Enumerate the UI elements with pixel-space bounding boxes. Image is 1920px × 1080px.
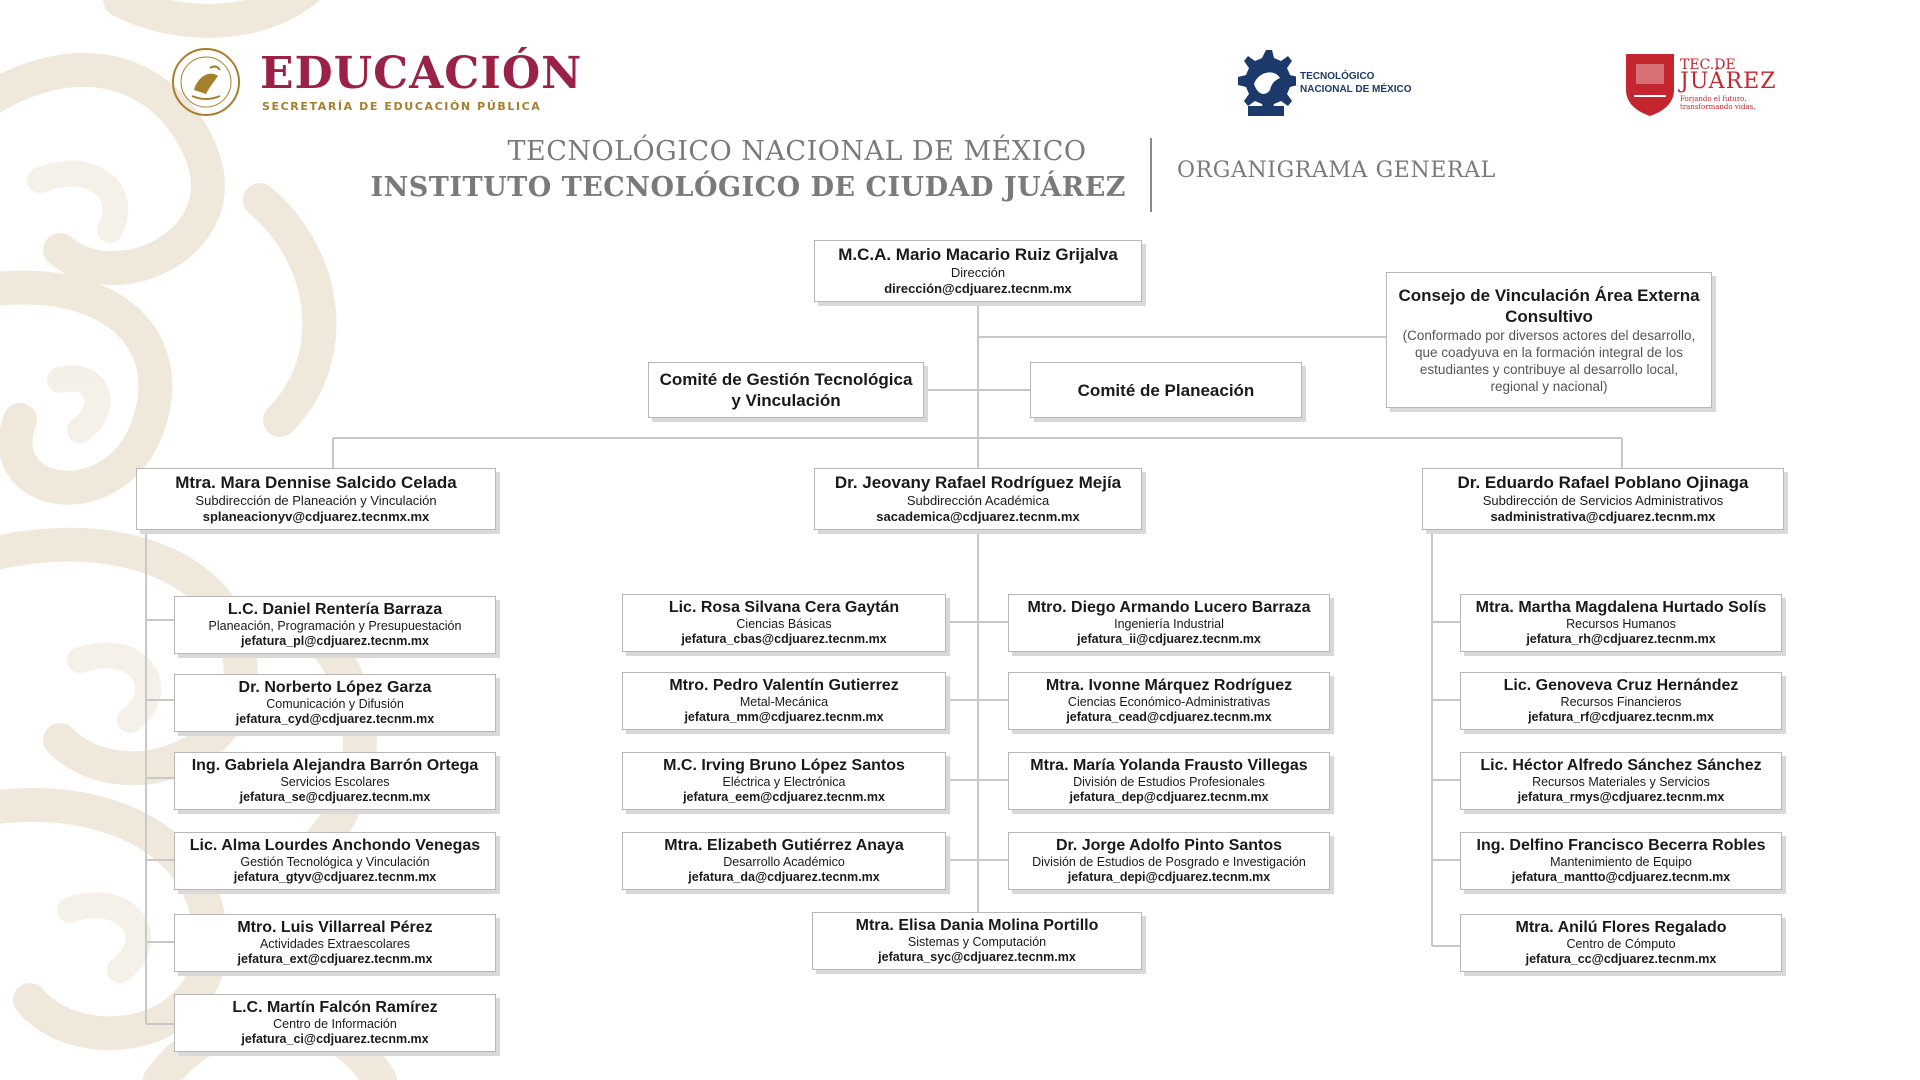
person-email: sadministrativa@cdjuarez.tecnm.mx [1490, 509, 1716, 524]
department-box [174, 752, 496, 810]
person-name: Mtra. Elizabeth Gutiérrez Anaya [664, 837, 904, 854]
person-email: jefatura_ci@cdjuarez.tecnm.mx [241, 1032, 429, 1046]
department-box [622, 672, 946, 730]
committee-name: Comité de Gestión Tecnológica y Vinculación [659, 370, 913, 410]
department-box [1460, 832, 1782, 890]
person-name: Ing. Delfino Francisco Becerra Robles [1476, 837, 1766, 854]
person-email: jefatura_ext@cdjuarez.tecnm.mx [237, 952, 433, 966]
person-email: jefatura_rf@cdjuarez.tecnm.mx [1528, 710, 1714, 724]
department-box [174, 596, 496, 654]
department-box [622, 594, 946, 652]
person-role: Centro de Información [273, 1017, 397, 1031]
department-box [1460, 914, 1782, 972]
title-divider [1150, 138, 1152, 212]
person-name: Mtra. Martha Magdalena Hurtado Solís [1475, 599, 1767, 616]
subdireccion-administrativa-box [1422, 468, 1784, 530]
person-name: Ing. Gabriela Alejandra Barrón Ortega [191, 757, 479, 774]
person-role: Sistemas y Computación [907, 935, 1047, 949]
person-role: Centro de Cómputo [1566, 937, 1676, 951]
department-box [174, 674, 496, 732]
committee-planeacion-box [1030, 362, 1302, 418]
person-email: jefatura_rmys@cdjuarez.tecnm.mx [1517, 790, 1725, 804]
person-role: Planeación, Programación y Presupuestación [208, 619, 462, 633]
committee-name: Comité de Planeación [1077, 380, 1255, 400]
person-name: M.C. Irving Bruno López Santos [663, 757, 905, 774]
person-name: Mtra. Elisa Dania Molina Portillo [855, 917, 1099, 934]
itcj-wordmark-main: JUÁREZ [1680, 69, 1777, 94]
department-box [1460, 594, 1782, 652]
page-title [300, 134, 1126, 206]
department-box [1008, 672, 1330, 730]
person-email: splaneacionyv@cdjuarez.tecnmx.mx [202, 509, 430, 524]
tecnm-wordmark: TECNOLÓGICO NACIONAL DE MÉXICO [1300, 71, 1412, 95]
person-role: Dirección [950, 265, 1006, 280]
person-email: jefatura_gtyv@cdjuarez.tecnm.mx [233, 870, 437, 884]
itcj-logo [1622, 50, 1777, 118]
person-name: Dr. Eduardo Rafael Poblano Ojinaga [1457, 473, 1749, 492]
person-name: L.C. Daniel Rentería Barraza [227, 601, 443, 618]
director-box [814, 240, 1142, 302]
person-role: Eléctrica y Electrónica [722, 775, 846, 789]
person-role: Ciencias Básicas [736, 617, 832, 631]
department-box [1008, 594, 1330, 652]
person-role: Desarrollo Académico [723, 855, 845, 869]
person-role: Mantenimiento de Equipo [1550, 855, 1692, 869]
department-box [812, 912, 1142, 970]
person-role: Comunicación y Difusión [266, 697, 404, 711]
person-email: jefatura_ii@cdjuarez.tecnm.mx [1077, 632, 1261, 646]
subdireccion-planeacion-box [136, 468, 496, 530]
person-name: Mtra. Mara Dennise Salcido Celada [175, 473, 457, 492]
person-role: Recursos Materiales y Servicios [1532, 775, 1710, 789]
person-email: jefatura_cbas@cdjuarez.tecnm.mx [681, 632, 887, 646]
person-email: jefatura_cead@cdjuarez.tecnm.mx [1066, 710, 1272, 724]
department-box [1460, 672, 1782, 730]
committee-gestion-box [648, 362, 924, 418]
person-role: Gestión Tecnológica y Vinculación [240, 855, 430, 869]
department-box [174, 832, 496, 890]
person-name: Mtra. Ivonne Márquez Rodríguez [1045, 677, 1293, 694]
person-role: Subdirección de Servicios Administrativos [1482, 493, 1724, 508]
subdireccion-academica-box [814, 468, 1142, 530]
person-role: Subdirección Académica [906, 493, 1050, 508]
consejo-name: Consejo de Vinculación Área Externa Consultivo [1398, 286, 1700, 326]
person-email: jefatura_depi@cdjuarez.tecnm.mx [1067, 870, 1271, 884]
person-email: dirección@cdjuarez.tecnm.mx [884, 281, 1072, 296]
person-name: Lic. Héctor Alfredo Sánchez Sánchez [1480, 757, 1762, 774]
consejo-box [1386, 272, 1712, 408]
person-email: jefatura_da@cdjuarez.tecnm.mx [688, 870, 880, 884]
title-itcj: INSTITUTO TECNOLÓGICO DE CIUDAD JUÁREZ [370, 172, 1126, 203]
person-role: Subdirección de Planeación y Vinculación [195, 493, 437, 508]
sep-wordmark: EDUCACIÓN [260, 48, 583, 99]
person-email: jefatura_syc@cdjuarez.tecnm.mx [878, 950, 1076, 964]
itcj-tagline: Forjando el futuro, transformando vidas. [1680, 95, 1756, 111]
person-name: Mtro. Pedro Valentín Gutierrez [669, 677, 899, 694]
itcj-shield-icon [1622, 50, 1678, 118]
person-name: Lic. Rosa Silvana Cera Gaytán [668, 599, 900, 616]
person-email: jefatura_pl@cdjuarez.tecnm.mx [241, 634, 429, 648]
department-box [1008, 752, 1330, 810]
chart-title: ORGANIGRAMA GENERAL [1177, 158, 1496, 183]
person-name: Dr. Norberto López Garza [238, 679, 432, 696]
person-email: jefatura_rh@cdjuarez.tecnm.mx [1526, 632, 1716, 646]
department-box [622, 752, 946, 810]
department-box [1460, 752, 1782, 810]
mexico-seal-icon [170, 46, 252, 118]
person-email: jefatura_eem@cdjuarez.tecnm.mx [683, 790, 885, 804]
consejo-description: (Conformado por diversos actores del desarrollo, que coadyuva en la formación integral de los estudiantes y contribuye al desarrollo local, regional y nacional) [1402, 328, 1696, 394]
department-box [622, 832, 946, 890]
person-role: División de Estudios de Posgrado e Investigación [1032, 855, 1306, 869]
person-name: Mtra. Anilú Flores Regalado [1515, 919, 1727, 936]
person-email: jefatura_se@cdjuarez.tecnm.mx [239, 790, 431, 804]
person-role: Recursos Humanos [1566, 617, 1676, 631]
person-role: Metal-Mecánica [739, 695, 829, 709]
person-name: Dr. Jeovany Rafael Rodríguez Mejía [834, 473, 1122, 492]
person-role: División de Estudios Profesionales [1073, 775, 1265, 789]
itcj-wordmark-top: TEC.DE [1680, 57, 1736, 73]
title-tecnm: TECNOLÓGICO NACIONAL DE MÉXICO [507, 136, 1087, 167]
department-box [174, 914, 496, 972]
person-role: Recursos Financieros [1560, 695, 1682, 709]
sep-logo [170, 44, 583, 118]
tecnm-logo [1236, 44, 1416, 124]
person-role: Servicios Escolares [280, 775, 390, 789]
department-box [174, 994, 496, 1052]
person-email: sacademica@cdjuarez.tecnm.mx [876, 509, 1080, 524]
person-name: Mtra. María Yolanda Frausto Villegas [1030, 757, 1308, 774]
person-email: jefatura_cc@cdjuarez.tecnm.mx [1525, 952, 1717, 966]
person-email: jefatura_mm@cdjuarez.tecnm.mx [684, 710, 884, 724]
department-box [1008, 832, 1330, 890]
person-name: Lic. Alma Lourdes Anchondo Venegas [189, 837, 481, 854]
person-name: Mtro. Luis Villarreal Pérez [237, 919, 433, 936]
tecnm-gear-icon [1236, 46, 1296, 120]
sep-subtitle: SECRETARÍA DE EDUCACIÓN PÚBLICA [262, 100, 542, 113]
person-email: jefatura_dep@cdjuarez.tecnm.mx [1069, 790, 1269, 804]
person-role: Ingeniería Industrial [1114, 617, 1224, 631]
person-name: Dr. Jorge Adolfo Pinto Santos [1055, 837, 1283, 854]
person-role: Actividades Extraescolares [259, 937, 411, 951]
person-name: Mtro. Diego Armando Lucero Barraza [1027, 599, 1311, 616]
person-name: M.C.A. Mario Macario Ruiz Grijalva [838, 245, 1118, 264]
person-role: Ciencias Económico-Administrativas [1067, 695, 1271, 709]
person-name: L.C. Martín Falcón Ramírez [232, 999, 438, 1016]
person-name: Lic. Genoveva Cruz Hernández [1503, 677, 1739, 694]
person-email: jefatura_cyd@cdjuarez.tecnm.mx [235, 712, 435, 726]
person-email: jefatura_mantto@cdjuarez.tecnm.mx [1511, 870, 1731, 884]
